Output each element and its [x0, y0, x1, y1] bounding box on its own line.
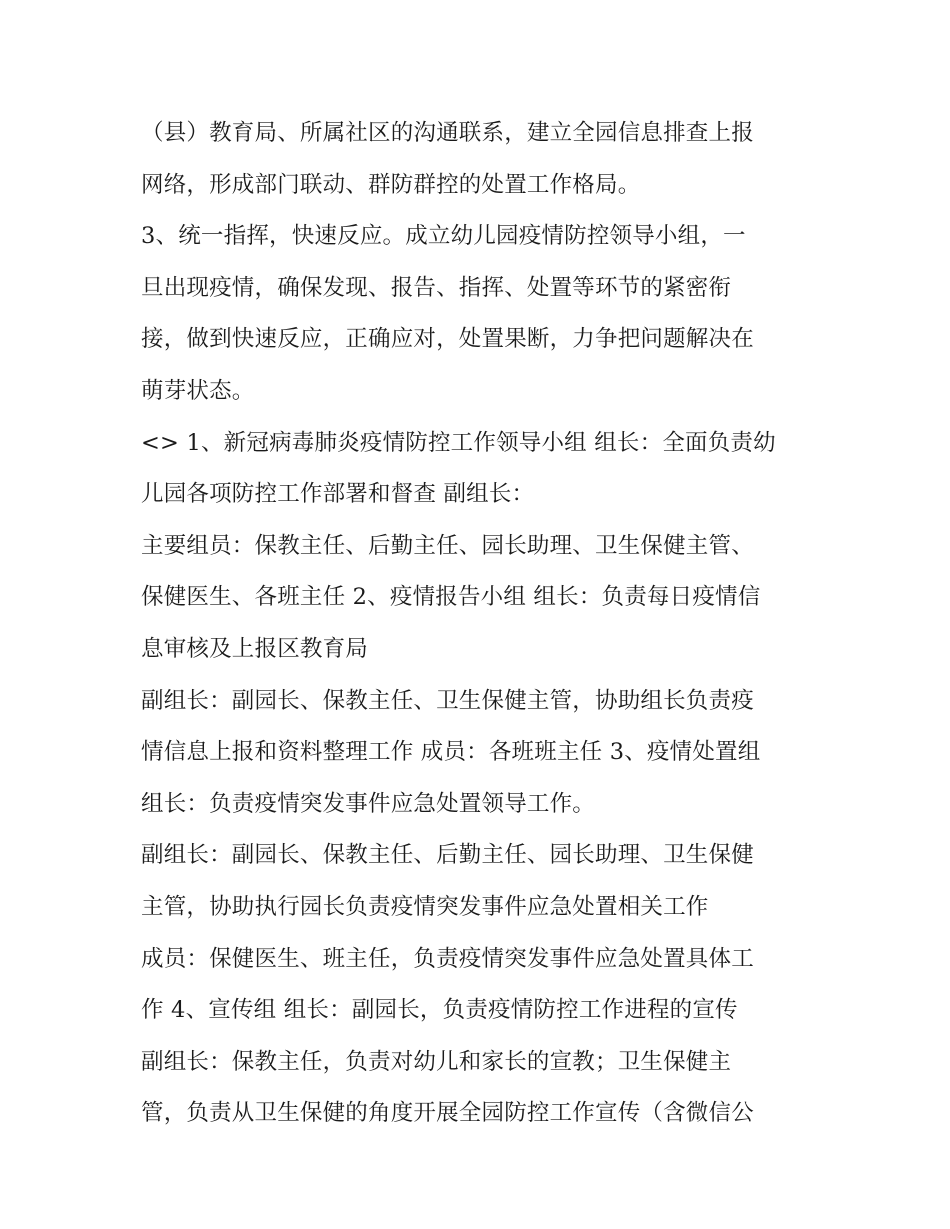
text-line: 接，做到快速反应，正确应对，处置果断，力争把问题解决在 [141, 326, 754, 353]
text-line: 3、统一指挥，快速反应。成立幼儿园疫情防控领导小组，一 [141, 223, 746, 250]
text-line: 网络，形成部门联动、群防群控的处置工作格局。 [141, 171, 641, 198]
text-line: 组长：负责疫情突发事件应急处置领导工作。 [141, 790, 596, 817]
text-line: 副组长：副园长、保教主任、后勤主任、园长助理、卫生保健 [141, 842, 754, 869]
text-line: 儿园各项防控工作部署和督查 副组长： [141, 481, 535, 508]
text-line: 旦出现疫情，确保发现、报告、指挥、处置等环节的紧密衔 [141, 274, 732, 301]
text-line: 成员：保健医生、班主任，负责疫情突发事件应急处置具体工 [141, 945, 754, 972]
text-line: 保健医生、各班主任 2、疫情报告小组 组长：负责每日疫情信 [141, 584, 761, 611]
text-line: 情信息上报和资料整理工作 成员：各班班主任 3、疫情处置组 [141, 739, 761, 766]
text-line: 主管，协助执行园长负责疫情突发事件应急处置相关工作 [141, 893, 709, 920]
text-line: 主要组员：保教主任、后勤主任、园长助理、卫生保健主管、 [141, 532, 754, 559]
document-body [141, 108, 821, 1140]
text-line: 副组长：保教主任，负责对幼儿和家长的宣教；卫生保健主 [141, 1048, 732, 1075]
text-line: 萌芽状态。 [141, 377, 255, 404]
text-line: （县）教育局、所属社区的沟通联系，建立全园信息排查上报 [141, 120, 754, 146]
text-line: 副组长：副园长、保教主任、卫生保健主管，协助组长负责疫 [141, 687, 754, 714]
text-line: 息审核及上报区教育局 [141, 635, 369, 662]
text-line: <> 1、新冠病毒肺炎疫情防控工作领导小组 组长：全面负责幼 [141, 429, 776, 456]
text-line: 管，负责从卫生保健的角度开展全园防控工作宣传（含微信公 [141, 1100, 754, 1127]
text-line: 作 4、宣传组 组长：副园长，负责疫情防控工作进程的宣传 [141, 997, 738, 1024]
